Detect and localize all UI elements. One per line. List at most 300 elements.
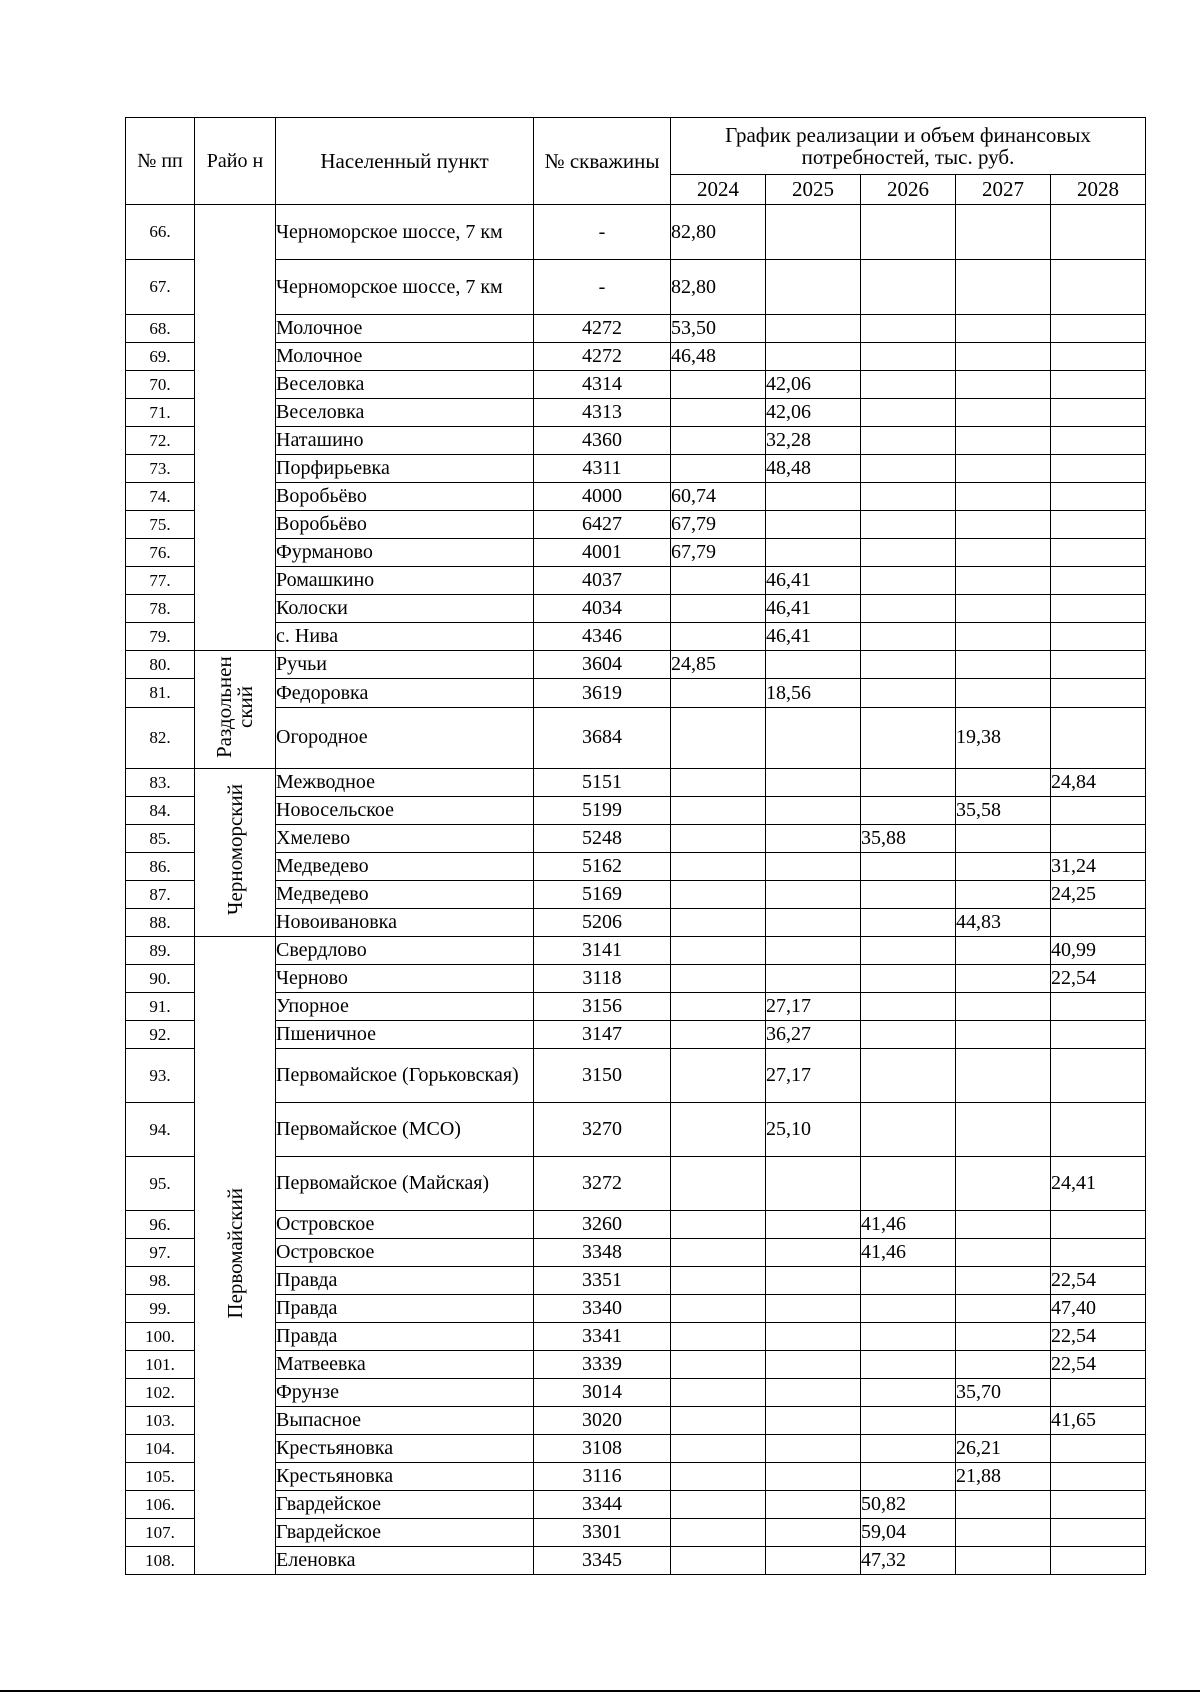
year-value-2025 <box>766 651 861 679</box>
year-value-2024 <box>671 1407 766 1435</box>
year-value-2027 <box>956 1211 1051 1239</box>
year-value-2024: 82,80 <box>671 205 766 260</box>
year-value-2026 <box>861 427 956 455</box>
bottom-rule <box>0 1690 1200 1692</box>
year-value-2028: 24,41 <box>1051 1157 1146 1211</box>
year-value-2025 <box>766 825 861 853</box>
settlement-name: Черново <box>276 965 534 993</box>
year-value-2025 <box>766 260 861 315</box>
well-number: - <box>534 205 671 260</box>
year-value-2027 <box>956 427 1051 455</box>
year-value-2028 <box>1051 1463 1146 1491</box>
well-number: 3604 <box>534 651 671 679</box>
year-value-2024 <box>671 937 766 965</box>
year-value-2026 <box>861 797 956 825</box>
year-value-2024: 60,74 <box>671 483 766 511</box>
year-value-2026 <box>861 623 956 651</box>
year-value-2027 <box>956 1519 1051 1547</box>
year-value-2027 <box>956 455 1051 483</box>
year-value-2024 <box>671 399 766 427</box>
district-label: Черноморский <box>222 784 247 916</box>
row-number: 70. <box>126 371 195 399</box>
row-number: 90. <box>126 965 195 993</box>
year-value-2028 <box>1051 1547 1146 1575</box>
table-row <box>126 679 1146 707</box>
row-number: 85. <box>126 825 195 853</box>
year-value-2027: 19,38 <box>956 707 1051 768</box>
district-cell-empty <box>195 205 276 651</box>
row-number: 99. <box>126 1295 195 1323</box>
table-row <box>126 371 1146 399</box>
settlement-name: Крестьяновка <box>276 1463 534 1491</box>
settlement-name: Правда <box>276 1267 534 1295</box>
year-value-2025: 46,41 <box>766 567 861 595</box>
settlement-name: Островское <box>276 1239 534 1267</box>
header-schedule: График реализации и объем финансовых потребностей, тыс. руб. <box>671 118 1146 175</box>
settlement-name: Ромашкино <box>276 567 534 595</box>
year-value-2027 <box>956 965 1051 993</box>
district-label: Раздольнен ский <box>212 656 257 758</box>
table-row <box>126 455 1146 483</box>
row-number: 74. <box>126 483 195 511</box>
year-value-2025 <box>766 1491 861 1519</box>
settlement-name: Фурманово <box>276 539 534 567</box>
year-value-2027 <box>956 853 1051 881</box>
year-value-2028 <box>1051 483 1146 511</box>
table-row <box>126 1103 1146 1157</box>
table-row <box>126 881 1146 909</box>
year-value-2025 <box>766 769 861 797</box>
table-row <box>126 1379 1146 1407</box>
year-value-2028 <box>1051 315 1146 343</box>
year-value-2026 <box>861 205 956 260</box>
year-value-2024 <box>671 1295 766 1323</box>
year-value-2024 <box>671 1323 766 1351</box>
settlement-name: Новосельское <box>276 797 534 825</box>
row-number: 84. <box>126 797 195 825</box>
well-number: 5151 <box>534 769 671 797</box>
table-row <box>126 651 1146 679</box>
row-number: 98. <box>126 1267 195 1295</box>
year-value-2028 <box>1051 399 1146 427</box>
settlement-name: Упорное <box>276 993 534 1021</box>
year-value-2024: 53,50 <box>671 315 766 343</box>
table-row <box>126 343 1146 371</box>
year-value-2026 <box>861 1379 956 1407</box>
year-value-2026 <box>861 679 956 707</box>
year-value-2024 <box>671 1463 766 1491</box>
year-value-2027 <box>956 651 1051 679</box>
well-number: 6427 <box>534 511 671 539</box>
settlement-name: Воробьёво <box>276 483 534 511</box>
well-number: 4360 <box>534 427 671 455</box>
row-number: 104. <box>126 1435 195 1463</box>
header-well-number: № скважины <box>534 118 671 205</box>
year-value-2026 <box>861 1351 956 1379</box>
table-row <box>126 1211 1146 1239</box>
table-row <box>126 1519 1146 1547</box>
table-row <box>126 1491 1146 1519</box>
row-number: 87. <box>126 881 195 909</box>
table-row <box>126 1267 1146 1295</box>
year-value-2028 <box>1051 567 1146 595</box>
year-value-2026: 41,46 <box>861 1239 956 1267</box>
year-value-2024 <box>671 427 766 455</box>
year-value-2026 <box>861 1407 956 1435</box>
row-number: 108. <box>126 1547 195 1575</box>
year-value-2024: 67,79 <box>671 511 766 539</box>
well-number: 3108 <box>534 1435 671 1463</box>
year-value-2026 <box>861 881 956 909</box>
well-number: 4037 <box>534 567 671 595</box>
year-value-2024 <box>671 909 766 937</box>
year-value-2024 <box>671 825 766 853</box>
year-value-2026 <box>861 260 956 315</box>
table-row <box>126 797 1146 825</box>
year-value-2028: 31,24 <box>1051 853 1146 881</box>
year-value-2026 <box>861 1021 956 1049</box>
header-num-pp: № пп <box>126 118 195 205</box>
year-value-2026 <box>861 315 956 343</box>
well-number: 3339 <box>534 1351 671 1379</box>
year-value-2025 <box>766 1379 861 1407</box>
well-number: 3150 <box>534 1049 671 1103</box>
year-value-2026 <box>861 707 956 768</box>
table-row <box>126 1463 1146 1491</box>
year-value-2027: 26,21 <box>956 1435 1051 1463</box>
settlement-name: Медведево <box>276 853 534 881</box>
row-number: 67. <box>126 260 195 315</box>
settlement-name: Еленовка <box>276 1547 534 1575</box>
table-row <box>126 853 1146 881</box>
year-value-2024 <box>671 1519 766 1547</box>
table-row <box>126 1351 1146 1379</box>
district-label: Первомайский <box>222 1187 247 1319</box>
year-value-2024 <box>671 455 766 483</box>
year-value-2026 <box>861 1323 956 1351</box>
table-row <box>126 1323 1146 1351</box>
settlement-name: Гвардейское <box>276 1491 534 1519</box>
row-number: 100. <box>126 1323 195 1351</box>
year-value-2025 <box>766 1435 861 1463</box>
year-value-2024 <box>671 707 766 768</box>
year-value-2028 <box>1051 1519 1146 1547</box>
table-row <box>126 1049 1146 1103</box>
settlement-name: Колоски <box>276 595 534 623</box>
year-value-2026 <box>861 651 956 679</box>
settlement-name: Веселовка <box>276 399 534 427</box>
settlement-name: Первомайское (Майская) <box>276 1157 534 1211</box>
row-number: 97. <box>126 1239 195 1267</box>
year-value-2028 <box>1051 511 1146 539</box>
year-value-2028 <box>1051 993 1146 1021</box>
row-number: 95. <box>126 1157 195 1211</box>
year-value-2025 <box>766 707 861 768</box>
year-value-2027: 21,88 <box>956 1463 1051 1491</box>
year-value-2028: 41,65 <box>1051 1407 1146 1435</box>
row-number: 76. <box>126 539 195 567</box>
settlement-name: Межводное <box>276 769 534 797</box>
settlement-name: Молочное <box>276 343 534 371</box>
well-number: 3619 <box>534 679 671 707</box>
year-value-2025 <box>766 483 861 511</box>
row-number: 72. <box>126 427 195 455</box>
row-number: 77. <box>126 567 195 595</box>
year-value-2026 <box>861 993 956 1021</box>
well-number: 4034 <box>534 595 671 623</box>
row-number: 88. <box>126 909 195 937</box>
header-year-2025: 2025 <box>766 175 861 205</box>
well-number: 3118 <box>534 965 671 993</box>
year-value-2027 <box>956 483 1051 511</box>
year-value-2024 <box>671 1547 766 1575</box>
year-value-2028 <box>1051 909 1146 937</box>
year-value-2027 <box>956 399 1051 427</box>
settlement-name: Воробьёво <box>276 511 534 539</box>
well-number: 4311 <box>534 455 671 483</box>
year-value-2025: 42,06 <box>766 399 861 427</box>
header-settlement: Населенный пункт <box>276 118 534 205</box>
year-value-2024 <box>671 1049 766 1103</box>
year-value-2026 <box>861 371 956 399</box>
year-value-2028: 40,99 <box>1051 937 1146 965</box>
year-value-2025 <box>766 1323 861 1351</box>
year-value-2028 <box>1051 1021 1146 1049</box>
year-value-2025: 46,41 <box>766 623 861 651</box>
table-row <box>126 399 1146 427</box>
year-value-2025: 46,41 <box>766 595 861 623</box>
year-value-2027 <box>956 260 1051 315</box>
table-row <box>126 1547 1146 1575</box>
year-value-2026: 41,46 <box>861 1211 956 1239</box>
year-value-2024 <box>671 595 766 623</box>
table-row <box>126 427 1146 455</box>
row-number: 86. <box>126 853 195 881</box>
well-number: 4346 <box>534 623 671 651</box>
wells-financing-table <box>125 117 1146 1575</box>
settlement-name: Ручьи <box>276 651 534 679</box>
well-number: 3272 <box>534 1157 671 1211</box>
table-row <box>126 993 1146 1021</box>
year-value-2028 <box>1051 371 1146 399</box>
year-value-2024 <box>671 965 766 993</box>
year-value-2028 <box>1051 539 1146 567</box>
well-number: 5162 <box>534 853 671 881</box>
settlement-name: Матвеевка <box>276 1351 534 1379</box>
year-value-2024 <box>671 797 766 825</box>
year-value-2024 <box>671 769 766 797</box>
year-value-2028 <box>1051 651 1146 679</box>
year-value-2026 <box>861 1295 956 1323</box>
settlement-name: Медведево <box>276 881 534 909</box>
settlement-name: с. Нива <box>276 623 534 651</box>
year-value-2025: 36,27 <box>766 1021 861 1049</box>
row-number: 91. <box>126 993 195 1021</box>
well-number: 5206 <box>534 909 671 937</box>
settlement-name: Выпасное <box>276 1407 534 1435</box>
year-value-2025 <box>766 205 861 260</box>
settlement-name: Пшеничное <box>276 1021 534 1049</box>
year-value-2028: 22,54 <box>1051 965 1146 993</box>
settlement-name: Черноморское шоссе, 7 км <box>276 260 534 315</box>
year-value-2028 <box>1051 623 1146 651</box>
well-number: 3116 <box>534 1463 671 1491</box>
year-value-2026 <box>861 511 956 539</box>
year-value-2026 <box>861 483 956 511</box>
well-number: 3147 <box>534 1021 671 1049</box>
year-value-2026 <box>861 1435 956 1463</box>
year-value-2025 <box>766 315 861 343</box>
well-number: 3684 <box>534 707 671 768</box>
well-number: 3270 <box>534 1103 671 1157</box>
row-number: 102. <box>126 1379 195 1407</box>
settlement-name: Черноморское шоссе, 7 км <box>276 205 534 260</box>
district-cell-pervomaisky <box>195 937 276 1575</box>
row-number: 68. <box>126 315 195 343</box>
table-row <box>126 539 1146 567</box>
year-value-2026 <box>861 539 956 567</box>
table-row <box>126 567 1146 595</box>
year-value-2025 <box>766 1239 861 1267</box>
year-value-2024 <box>671 1379 766 1407</box>
year-value-2027: 35,58 <box>956 797 1051 825</box>
year-value-2024: 82,80 <box>671 260 766 315</box>
header-district: Райо н <box>195 118 276 205</box>
settlement-name: Правда <box>276 1295 534 1323</box>
year-value-2027 <box>956 993 1051 1021</box>
year-value-2026 <box>861 853 956 881</box>
year-value-2025: 48,48 <box>766 455 861 483</box>
table-row <box>126 595 1146 623</box>
year-value-2027 <box>956 315 1051 343</box>
year-value-2027 <box>956 1323 1051 1351</box>
year-value-2026 <box>861 567 956 595</box>
year-value-2024 <box>671 853 766 881</box>
year-value-2027 <box>956 1407 1051 1435</box>
year-value-2028 <box>1051 707 1146 768</box>
well-number: 3345 <box>534 1547 671 1575</box>
year-value-2028: 24,25 <box>1051 881 1146 909</box>
year-value-2024 <box>671 1351 766 1379</box>
year-value-2027 <box>956 937 1051 965</box>
year-value-2024 <box>671 371 766 399</box>
table-row <box>126 1407 1146 1435</box>
table-row <box>126 1295 1146 1323</box>
year-value-2027 <box>956 623 1051 651</box>
row-number: 73. <box>126 455 195 483</box>
year-value-2025 <box>766 1463 861 1491</box>
settlement-name: Первомайское (МСО) <box>276 1103 534 1157</box>
year-value-2024: 67,79 <box>671 539 766 567</box>
year-value-2026 <box>861 399 956 427</box>
year-value-2028 <box>1051 595 1146 623</box>
year-value-2025 <box>766 1407 861 1435</box>
well-number: 3014 <box>534 1379 671 1407</box>
year-value-2024 <box>671 1157 766 1211</box>
settlement-name: Гвардейское <box>276 1519 534 1547</box>
table-row <box>126 1239 1146 1267</box>
year-value-2025: 42,06 <box>766 371 861 399</box>
year-value-2027 <box>956 567 1051 595</box>
row-number: 92. <box>126 1021 195 1049</box>
table-row <box>126 1157 1146 1211</box>
year-value-2026 <box>861 1267 956 1295</box>
table-row <box>126 825 1146 853</box>
settlement-name: Новоивановка <box>276 909 534 937</box>
district-cell-chernomorsky <box>195 769 276 937</box>
well-number: 4314 <box>534 371 671 399</box>
row-number: 89. <box>126 937 195 965</box>
year-value-2026: 59,04 <box>861 1519 956 1547</box>
settlement-name: Крестьяновка <box>276 1435 534 1463</box>
row-number: 82. <box>126 707 195 768</box>
year-value-2027 <box>956 205 1051 260</box>
year-value-2028: 47,40 <box>1051 1295 1146 1323</box>
year-value-2026 <box>861 1049 956 1103</box>
year-value-2026 <box>861 909 956 937</box>
year-value-2024 <box>671 623 766 651</box>
row-number: 80. <box>126 651 195 679</box>
well-number: 3351 <box>534 1267 671 1295</box>
row-number: 106. <box>126 1491 195 1519</box>
year-value-2024 <box>671 1211 766 1239</box>
table-row <box>126 909 1146 937</box>
table-row <box>126 511 1146 539</box>
well-number: 4272 <box>534 315 671 343</box>
year-value-2026: 35,88 <box>861 825 956 853</box>
year-value-2025 <box>766 1157 861 1211</box>
year-value-2028 <box>1051 825 1146 853</box>
table-row <box>126 769 1146 797</box>
year-value-2027 <box>956 1239 1051 1267</box>
table-row <box>126 1435 1146 1463</box>
row-number: 105. <box>126 1463 195 1491</box>
year-value-2026 <box>861 769 956 797</box>
year-value-2027 <box>956 881 1051 909</box>
row-number: 81. <box>126 679 195 707</box>
header-row-1 <box>126 118 1146 175</box>
row-number: 69. <box>126 343 195 371</box>
year-value-2024 <box>671 993 766 1021</box>
year-value-2028 <box>1051 679 1146 707</box>
well-number: - <box>534 260 671 315</box>
year-value-2028 <box>1051 205 1146 260</box>
year-value-2027 <box>956 511 1051 539</box>
year-value-2025: 18,56 <box>766 679 861 707</box>
year-value-2026 <box>861 1463 956 1491</box>
row-number: 66. <box>126 205 195 260</box>
well-number: 4000 <box>534 483 671 511</box>
year-value-2028 <box>1051 455 1146 483</box>
year-value-2027 <box>956 679 1051 707</box>
header-year-2026: 2026 <box>861 175 956 205</box>
year-value-2026 <box>861 1103 956 1157</box>
settlement-name: Островское <box>276 1211 534 1239</box>
year-value-2028 <box>1051 1239 1146 1267</box>
well-number: 3348 <box>534 1239 671 1267</box>
settlement-name: Порфирьевка <box>276 455 534 483</box>
table-row <box>126 707 1146 768</box>
year-value-2026 <box>861 1157 956 1211</box>
well-number: 3340 <box>534 1295 671 1323</box>
year-value-2027 <box>956 1547 1051 1575</box>
year-value-2028: 22,54 <box>1051 1267 1146 1295</box>
well-number: 5169 <box>534 881 671 909</box>
year-value-2028 <box>1051 260 1146 315</box>
row-number: 94. <box>126 1103 195 1157</box>
well-number: 5248 <box>534 825 671 853</box>
year-value-2025 <box>766 511 861 539</box>
